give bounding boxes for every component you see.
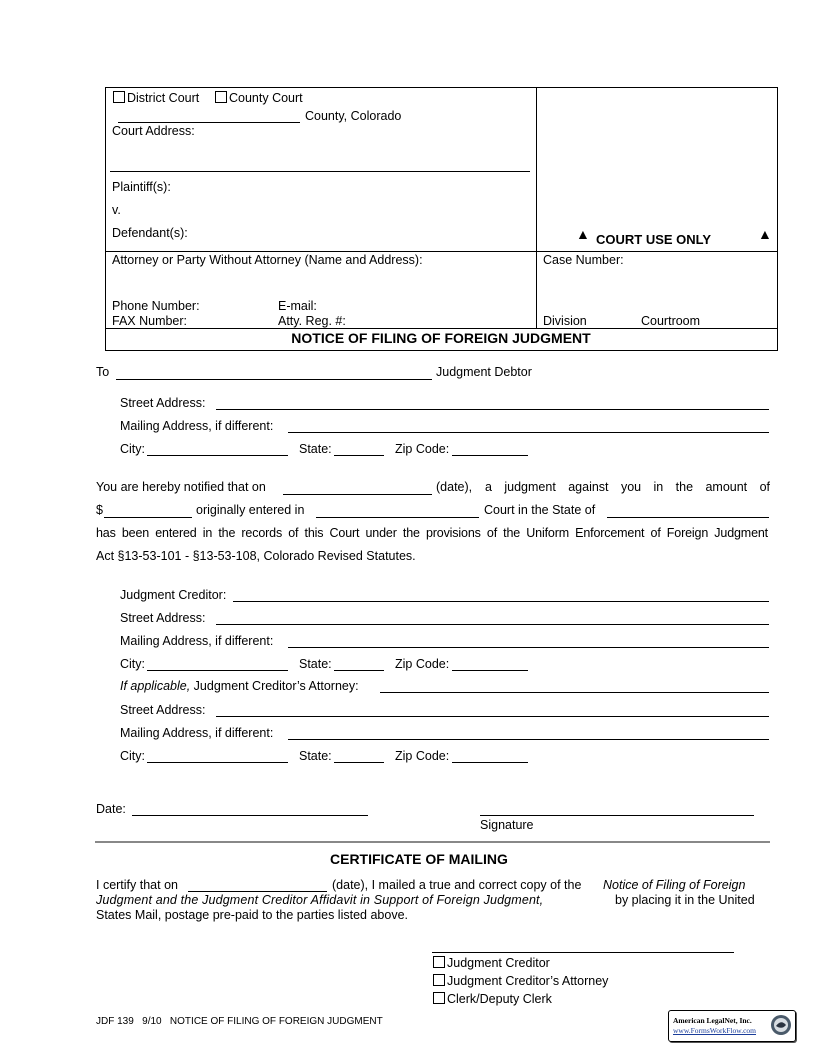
logo-name: American LegalNet, Inc. (673, 1016, 752, 1025)
mailing-date-field[interactable] (188, 891, 327, 892)
county-field[interactable] (118, 122, 300, 123)
caption-hline (105, 251, 777, 252)
creditor-mailing-label: Mailing Address, if different: (120, 634, 274, 648)
creditor-zip-label: Zip Code: (395, 657, 450, 671)
certificate-text: Judgment and the Judgment Creditor Affidavit in Support of Foreign Judgment, (96, 893, 544, 907)
certificate-text: Notice of Filing of Foreign (603, 878, 746, 892)
attorney-city-field[interactable] (147, 762, 288, 763)
attorney-label: Attorney or Party Without Attorney (Name and Address): (112, 253, 423, 267)
notice-text: Court in the State of (484, 503, 596, 517)
court-use-only-label: COURT USE ONLY (596, 232, 712, 247)
county-court-option[interactable]: County Court (215, 91, 303, 105)
attorney-zip-label: Zip Code: (395, 749, 450, 763)
triangle-up-icon: ▲ (576, 226, 590, 242)
notice-text: (date), (436, 480, 473, 494)
signature-field[interactable] (480, 815, 754, 816)
checkbox-icon[interactable] (433, 974, 445, 986)
attorney-zip-field[interactable] (452, 762, 528, 763)
debtor-name-field[interactable] (116, 379, 432, 380)
defendants-label: Defendant(s): (112, 226, 188, 240)
creditor-state-label: State: (299, 657, 332, 671)
attorney-mailing-field[interactable] (288, 739, 769, 740)
case-number-label: Case Number: (543, 253, 624, 267)
origin-court-field[interactable] (316, 517, 479, 518)
option-judgment-creditor[interactable]: Judgment Creditor (433, 956, 550, 970)
creditor-street-field[interactable] (216, 624, 769, 625)
certificate-signature-field[interactable] (432, 952, 734, 953)
creditor-state-field[interactable] (334, 670, 384, 671)
versus-label: v. (112, 203, 121, 217)
date-label: Date: (96, 802, 126, 816)
attorney-state-field[interactable] (334, 762, 384, 763)
form-title: NOTICE OF FILING OF FOREIGN JUDGMENT (291, 330, 591, 346)
division-label: Division (543, 314, 587, 328)
debtor-zip-label: Zip Code: (395, 442, 450, 456)
attorney-row-label: If applicable, Judgment Creditor’s Attorney: (120, 679, 359, 693)
notice-date-field[interactable] (283, 494, 432, 495)
certificate-text: I certify that on (96, 878, 178, 892)
attorney-city-label: City: (120, 749, 145, 763)
checkbox-icon[interactable] (433, 992, 445, 1004)
plaintiffs-label: Plaintiff(s): (112, 180, 171, 194)
date-field[interactable] (132, 815, 368, 816)
attorney-street-label: Street Address: (120, 703, 206, 717)
option-clerk[interactable]: Clerk/Deputy Clerk (433, 992, 552, 1006)
creditor-street-label: Street Address: (120, 611, 206, 625)
district-court-option[interactable]: District Court (113, 91, 199, 105)
creditor-mailing-field[interactable] (288, 647, 769, 648)
notice-text: originally entered in (196, 503, 305, 517)
debtor-mailing-label: Mailing Address, if different: (120, 419, 274, 433)
signature-label: Signature (480, 818, 534, 832)
checkbox-icon[interactable] (113, 91, 125, 103)
fax-label: FAX Number: (112, 314, 188, 328)
caption-box (105, 87, 778, 351)
email-label: E-mail: (278, 299, 317, 313)
attorney-state-label: State: (299, 749, 332, 763)
debtor-city-field[interactable] (147, 455, 288, 456)
amount-field[interactable] (104, 517, 192, 518)
courtroom-label: Courtroom (641, 314, 701, 328)
debtor-state-label: State: (299, 442, 332, 456)
title-hline (105, 328, 777, 329)
court-address-field[interactable] (110, 171, 530, 172)
notice-text: $ (96, 503, 103, 517)
atty-reg-label: Atty. Reg. #: (278, 314, 346, 328)
debtor-street-label: Street Address: (120, 396, 206, 410)
option-creditor-attorney[interactable]: Judgment Creditor’s Attorney (433, 974, 608, 988)
caption-divider (536, 87, 537, 329)
court-address-label: Court Address: (112, 124, 195, 138)
form-id: JDF 139 9/10 NOTICE OF FILING OF FOREIGN JUDGMENT (96, 1016, 383, 1027)
logo-badge (668, 1010, 796, 1042)
attorney-mailing-label: Mailing Address, if different: (120, 726, 274, 740)
certificate-title: CERTIFICATE OF MAILING (330, 851, 508, 867)
notice-text: has been entered in the records of this Court under the provisions of the Uniform Enforcement of Foreign Judgment (96, 526, 768, 540)
creditor-city-field[interactable] (147, 670, 288, 671)
certificate-text: States Mail, postage pre-paid to the parties listed above. (96, 908, 408, 922)
notice-text: You are hereby notified that on (96, 480, 266, 494)
creditor-label: Judgment Creditor: (120, 588, 227, 602)
debtor-street-field[interactable] (216, 409, 769, 410)
county-colorado-label: County, Colorado (305, 109, 402, 123)
creditor-attorney-field[interactable] (380, 692, 769, 693)
checkbox-icon[interactable] (215, 91, 227, 103)
notice-text: a judgment against you in the amount of (485, 480, 770, 494)
section-divider (95, 841, 770, 843)
attorney-street-field[interactable] (216, 716, 769, 717)
debtor-mailing-field[interactable] (288, 432, 769, 433)
triangle-up-icon: ▲ (758, 226, 772, 242)
debtor-zip-field[interactable] (452, 455, 528, 456)
creditor-name-field[interactable] (233, 601, 769, 602)
phone-label: Phone Number: (112, 299, 200, 313)
debtor-state-field[interactable] (334, 455, 384, 456)
to-label: To (96, 365, 110, 379)
creditor-city-label: City: (120, 657, 145, 671)
logo-url: www.FormsWorkFlow.com (673, 1026, 757, 1035)
origin-state-field[interactable] (607, 517, 769, 518)
creditor-zip-field[interactable] (452, 670, 528, 671)
certificate-text: (date), I mailed a true and correct copy of the (332, 878, 582, 892)
checkbox-icon[interactable] (433, 956, 445, 968)
globe-icon (770, 1014, 792, 1036)
debtor-city-label: City: (120, 442, 145, 456)
judgment-debtor-label: Judgment Debtor (436, 365, 532, 379)
certificate-text: by placing it in the United (615, 893, 755, 907)
notice-text: Act §13-53-101 - §13-53-108, Colorado Revised Statutes. (96, 549, 416, 563)
